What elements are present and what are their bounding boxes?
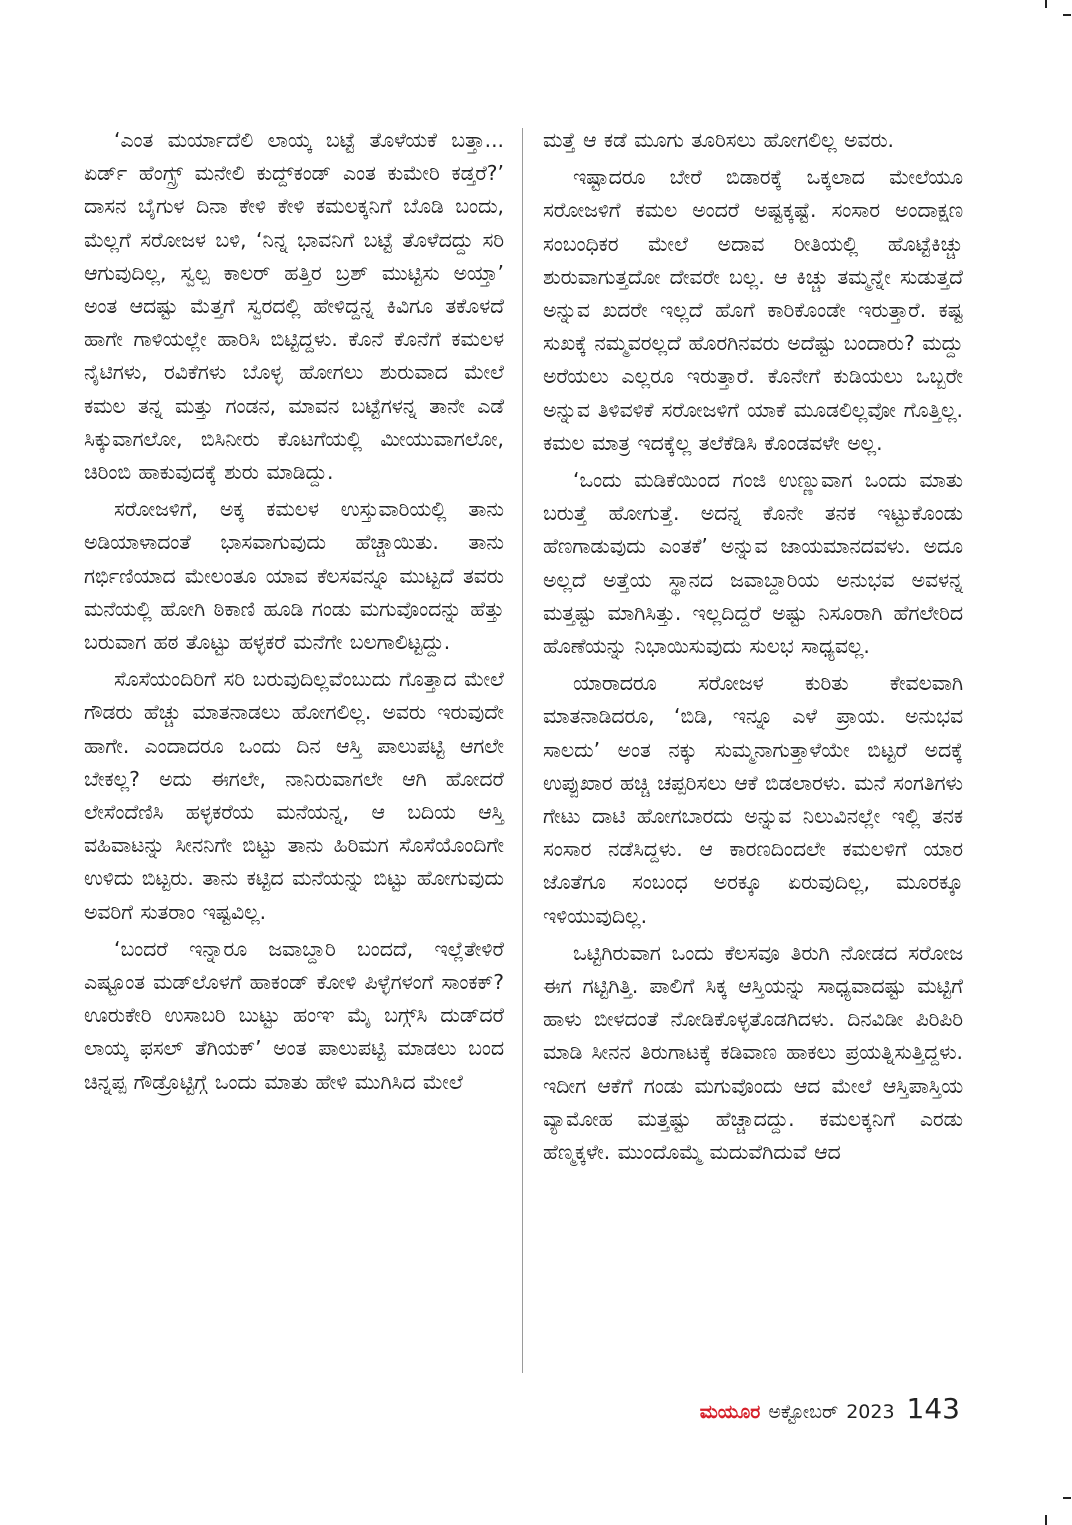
magazine-logo: ಮಯೂರ (699, 1401, 761, 1423)
crop-mark-right-upper (1063, 14, 1071, 16)
paragraph: ‘ಒಂದು ಮಡಿಕೆಯಿಂದ ಗಂಜಿ ಉಣ್ಣುವಾಗ ಒಂದು ಮಾತು ಬರುತ್ತೆ ಹೋಗುತ್ತೆ. ಅದನ್ನ ಕೊನೇ ತನಕ ಇಟ್ಟುಕೊಂಡು ಹೆಣಗಾಡುವುದು ಎಂತಕೆ’ ಅನ್ನುವ ಜಾಯಮಾನದವಳು. ಅದೂ ಅಲ್ಲದೆ ಅತ್ತೆಯ ಸ್ಥಾನದ ಜವಾಬ್ದಾರಿಯ ಅನುಭವ ಅವಳನ್ನ ಮತ್ತಷ್ಟು ಮಾಗಿಸಿತ್ತು. ಇಲ್ಲದಿದ್ದರೆ ಅಷ್ಟು ನಿಸೂರಾಗಿ ಹೆಗಲೇರಿದ ಹೊಣೆಯನ್ನು ನಿಭಾಯಿಸುವುದು ಸುಲಭ ಸಾಧ್ಯವಲ್ಲ. (543, 468, 963, 659)
page-number: 143 (906, 1392, 960, 1425)
page-footer (700, 1392, 960, 1425)
right-text-column (543, 124, 963, 1173)
paragraph: ‘ಬಂದರೆ ಇನ್ನಾರೂ ಜವಾಬ್ದಾರಿ ಬಂದದೆ, ಇಲ್ಲೆತೇಳಿರೆ ಎಷ್ಟೂಂತ ಮಡ್‌ಲೊಳಗೆ ಹಾಕಂಡ್ ಕೋಳಿ ಪಿಳ್ಳೆಗಳಂಗೆ ಸಾಂಕಕ್? ಊರುಕೇರಿ ಉಸಾಬರಿ ಬುಟ್ಟು ಹಂಞ ಮೈ ಬಗ್ಗ್‌ಸಿ ದುಡ್‌ದರೆ ಲಾಯ್ಕ ಫಸಲ್ ತೆಗಿಯಕ್’ ಅಂತ ಪಾಲುಪಟ್ಟಿ ಮಾಡಲು ಬಂದ ಚಿನ್ನಪ್ಪ ಗೌಡ್ರೊಟ್ಟಿಗ್ಗೆ ಒಂದು ಮಾತು ಹೇಳಿ ಮುಗಿಸಿದ ಮೇಲೆ (84, 936, 504, 1094)
paragraph: ಇಷ್ಟಾದರೂ ಬೇರೆ ಬಿಡಾರಕ್ಕೆ ಒಕ್ಕಲಾದ ಮೇಲೆಯೂ ಸರೋಜಳಿಗೆ ಕಮಲ ಅಂದರೆ ಅಷ್ಟಕ್ಕಷ್ಟೆ. ಸಂಸಾರ ಅಂದಾಕ್ಷಣ ಸಂಬಂಧಿಕರ ಮೇಲೆ ಅದಾವ ರೀತಿಯಲ್ಲಿ ಹೊಟ್ಟೆಕಿಚ್ಚು ಶುರುವಾಗುತ್ತದೋ ದೇವರೇ ಬಲ್ಲ. ಆ ಕಿಚ್ಚು ತಮ್ಮನ್ನೇ ಸುಡುತ್ತದೆ ಅನ್ನುವ ಖದರೇ ಇಲ್ಲದೆ ಹೊಗೆ ಕಾರಿಕೊಂಡೇ ಇರುತ್ತಾರೆ. ಕಷ್ಟ ಸುಖಕ್ಕೆ ನಮ್ಮವರಲ್ಲದೆ ಹೊರಗಿನವರು ಅದೆಷ್ಟು ಬಂದಾರು? ಮದ್ದು ಅರೆಯಲು ಎಲ್ಲರೂ ಇರುತ್ತಾರೆ. ಕೊನೇಗೆ ಕುಡಿಯಲು ಒಬ್ಬರೇ ಅನ್ನುವ ತಿಳಿವಳಿಕೆ ಸರೋಜಳಿಗೆ ಯಾಕೆ ಮೂಡಲಿಲ್ಲವೋ ಗೊತ್ತಿಲ್ಲ. ಕಮಲ ಮಾತ್ರ ಇದಕ್ಕೆಲ್ಲ ತಲೆಕೆಡಿಸಿ ಕೊಂಡವಳೇ ಅಲ್ಲ. (543, 165, 963, 455)
crop-mark-top-right (1045, 0, 1047, 8)
paragraph: ಸರೋಜಳಿಗೆ, ಅಕ್ಕ ಕಮಲಳ ಉಸ್ತುವಾರಿಯಲ್ಲಿ ತಾನು ಅಡಿಯಾಳಾದಂತೆ ಭಾಸವಾಗುವುದು ಹೆಚ್ಚಾಯಿತು. ತಾನು ಗರ್ಭಿಣಿಯಾದ ಮೇಲಂತೂ ಯಾವ ಕೆಲಸವನ್ನೂ ಮುಟ್ಟದೆ ತವರು ಮನೆಯಲ್ಲಿ ಹೋಗಿ ಠಿಕಾಣಿ ಹೂಡಿ ಗಂಡು ಮಗುವೊಂದನ್ನು ಹೆತ್ತು ಬರುವಾಗ ಹಠ ತೊಟ್ಟು ಹಳ್ಳಕರೆ ಮನೆಗೇ ಬಲಗಾಲಿಟ್ಟದ್ದು. (84, 497, 504, 655)
column-divider (522, 128, 523, 1373)
paragraph: ‘ಎಂತ ಮರ್ಯಾದೆಲಿ ಲಾಯ್ಕ ಬಟ್ಟೆ ತೊಳೆಯಕೆ ಬತ್ತಾ... ಏರ್ಡ್ ಹೆಂಗ್ಸ್ರ್ ಮನೇಲಿ ಕುದ್ದ್‌ಕಂಡ್ ಎಂತ ಕುಮೇರಿ ಕಡ್ತರೆ?’ ದಾಸನ ಬೈಗುಳ ದಿನಾ ಕೇಳಿ ಕೇಳಿ ಕಮಲಕ್ಕನಿಗೆ ಬೊಡಿ ಬಂದು, ಮೆಲ್ಲಗೆ ಸರೋಜಳ ಬಳಿ, ‘ನಿನ್ನ ಭಾವನಿಗೆ ಬಟ್ಟೆ ತೊಳೆದದ್ದು ಸರಿ ಆಗುವುದಿಲ್ಲ, ಸ್ವಲ್ಪ ಕಾಲರ್ ಹತ್ತಿರ ಬ್ರಶ್ ಮುಟ್ಟಿಸು ಅಯ್ತಾ’ ಅಂತ ಆದಷ್ಟು ಮೆತ್ತಗೆ ಸ್ವರದಲ್ಲಿ ಹೇಳಿದ್ದನ್ನ ಕಿವಿಗೂ ತಕೊಳದೆ ಹಾಗೇ ಗಾಳಿಯಲ್ಲೇ ಹಾರಿಸಿ ಬಿಟ್ಟಿದ್ದಳು. ಕೊನೆ ಕೊನೆಗೆ ಕಮಲಳ ನೈಟಿಗಳು, ರವಿಕೆಗಳು ಬೊಳ್ಳ ಹೋಗಲು ಶುರುವಾದ ಮೇಲೆ ಕಮಲ ತನ್ನ ಮತ್ತು ಗಂಡನ, ಮಾವನ ಬಟ್ಟೆಗಳನ್ನ ತಾನೇ ಎಡೆ ಸಿಕ್ಕುವಾಗಲೋ, ಬಿಸಿನೀರು ಕೊಟಗೆಯಲ್ಲಿ ಮೀಯುವಾಗಲೋ, ಚಿರಿಂಬಿ ಹಾಕುವುದಕ್ಕೆ ಶುರು ಮಾಡಿದ್ದು. (84, 128, 504, 485)
left-text-column (84, 124, 504, 1103)
paragraph: ಸೊಸೆಯಂದಿರಿಗೆ ಸರಿ ಬರುವುದಿಲ್ಲವೆಂಬುದು ಗೊತ್ತಾದ ಮೇಲೆ ಗೌಡರು ಹೆಚ್ಚು ಮಾತನಾಡಲು ಹೋಗಲಿಲ್ಲ. ಅವರು ಇರುವುದೇ ಹಾಗೇ. ಎಂದಾದರೂ ಒಂದು ದಿನ ಆಸ್ತಿ ಪಾಲುಪಟ್ಟಿ ಆಗಲೇ ಬೇಕಲ್ಲ? ಅದು ಈಗಲೇ, ನಾನಿರುವಾಗಲೇ ಆಗಿ ಹೋದರೆ ಲೇಸೆಂದೆಣಿಸಿ ಹಳ್ಳಕರೆಯ ಮನೆಯನ್ನ, ಆ ಬದಿಯ ಆಸ್ತಿ ವಹಿವಾಟನ್ನು ಸೀನನಿಗೇ ಬಿಟ್ಟು ತಾನು ಹಿರಿಮಗ ಸೊಸೆಯೊಂದಿಗೇ ಉಳಿದು ಬಿಟ್ಟರು. ತಾನು ಕಟ್ಟಿದ ಮನೆಯನ್ನು ಬಿಟ್ಟು ಹೋಗುವುದು ಅವರಿಗೆ ಸುತರಾಂ ಇಷ್ಟವಿಲ್ಲ. (84, 667, 504, 924)
paragraph: ಯಾರಾದರೂ ಸರೋಜಳ ಕುರಿತು ಕೇವಲವಾಗಿ ಮಾತನಾಡಿದರೂ, ‘ಬಿಡಿ, ಇನ್ನೂ ಎಳೆ ಪ್ರಾಯ. ಅನುಭವ ಸಾಲದು’ ಅಂತ ನಕ್ಕು ಸುಮ್ಮನಾಗುತ್ತಾಳೆಯೇ ಬಿಟ್ಟರೆ ಅದಕ್ಕೆ ಉಪ್ಪುಖಾರ ಹಚ್ಚಿ ಚಪ್ಪರಿಸಲು ಆಕೆ ಬಿಡಲಾರಳು. ಮನೆ ಸಂಗತಿಗಳು ಗೇಟು ದಾಟಿ ಹೋಗಬಾರದು ಅನ್ನುವ ನಿಲುವಿನಲ್ಲೇ ಇಲ್ಲಿ ತನಕ ಸಂಸಾರ ನಡೆಸಿದ್ದಳು. ಆ ಕಾರಣದಿಂದಲೇ ಕಮಲಳಿಗೆ ಯಾರ ಜೊತೆಗೂ ಸಂಬಂಧ ಅರಕ್ಕೂ ಏರುವುದಿಲ್ಲ, ಮೂರಕ್ಕೂ ಇಳಿಯುವುದಿಲ್ಲ. (543, 671, 963, 928)
paragraph: ಒಟ್ಟಿಗಿರುವಾಗ ಒಂದು ಕೆಲಸವೂ ತಿರುಗಿ ನೋಡದ ಸರೋಜ ಈಗ ಗಟ್ಟಿಗಿತ್ತಿ. ಪಾಲಿಗೆ ಸಿಕ್ಕ ಆಸ್ತಿಯನ್ನು ಸಾಧ್ಯವಾದಷ್ಟು ಮಟ್ಟಿಗೆ ಹಾಳು ಬೀಳದಂತೆ ನೋಡಿಕೊಳ್ಳತೊಡಗಿದಳು. ದಿನವಿಡೀ ಪಿರಿಪಿರಿ ಮಾಡಿ ಸೀನನ ತಿರುಗಾಟಕ್ಕೆ ಕಡಿವಾಣ ಹಾಕಲು ಪ್ರಯತ್ನಿಸುತ್ತಿದ್ದಳು. ಇದೀಗ ಆಕೆಗೆ ಗಂಡು ಮಗುವೊಂದು ಆದ ಮೇಲೆ ಆಸ್ತಿಪಾಸ್ತಿಯ ವ್ಯಾಮೋಹ ಮತ್ತಷ್ಟು ಹೆಚ್ಚಾದದ್ದು. ಕಮಲಕ್ಕನಿಗೆ ಎರಡು ಹೆಣ್ಮಕ್ಕಳೇ. ಮುಂದೊಮ್ಮೆ ಮದುವೆಗಿದುವೆ ಆದ (543, 940, 963, 1165)
issue-month: ಅಕ್ಟೋಬರ್ (768, 1401, 839, 1423)
crop-mark-bottom-right (1045, 1515, 1047, 1525)
paragraph: ಮತ್ತೆ ಆ ಕಡೆ ಮೂಗು ತೂರಿಸಲು ಹೋಗಲಿಲ್ಲ ಅವರು. (543, 128, 895, 152)
issue-year: 2023 (846, 1401, 895, 1423)
crop-mark-right-lower (1063, 1497, 1071, 1499)
